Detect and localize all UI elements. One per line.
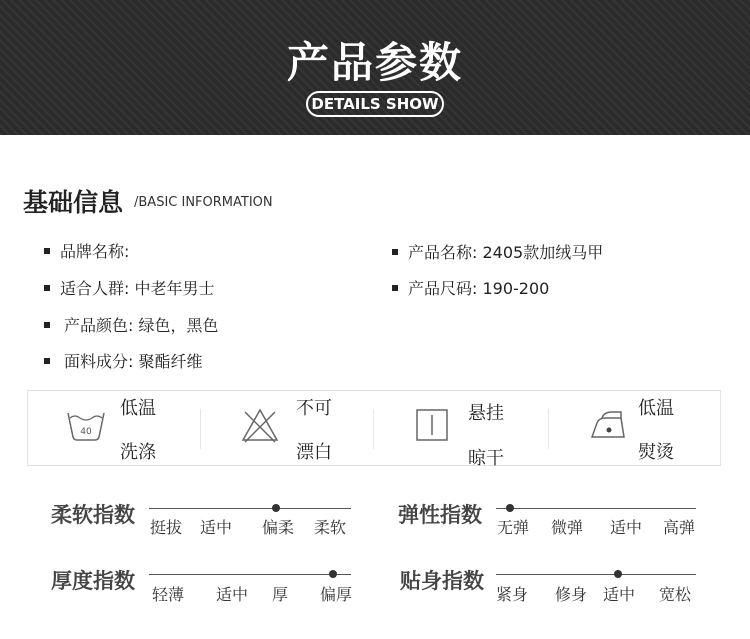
thickness-scale-line [149,574,351,575]
care-label-line1: 悬挂 [468,403,504,424]
scale-option: 柔软 [314,518,347,537]
divider [200,409,201,449]
softness-selected-marker [272,504,280,512]
section-title: 基础信息 [23,188,124,217]
fit-selected-marker [614,570,622,578]
scale-option: 适中 [216,585,249,604]
hang-dry-icon [414,407,450,443]
info-text: 产品尺码: 190-200 [408,279,550,298]
elasticity-index-label: 弹性指数 [398,503,482,527]
scale-option: 高弹 [663,518,696,537]
info-item-size [392,276,549,299]
header-banner [0,0,750,135]
care-label-line2: 洗涤 [120,442,156,463]
elasticity-selected-marker [506,504,514,512]
bullet-icon [44,285,50,291]
scale-option: 偏柔 [262,518,295,537]
softness-scale-line [149,508,351,509]
divider [373,409,374,449]
thickness-selected-marker [329,570,337,578]
bullet-icon [44,322,50,328]
scale-option: 挺拔 [150,518,183,537]
elasticity-scale-line [496,508,696,509]
scale-option: 轻薄 [152,585,185,604]
scale-option: 适中 [603,585,636,604]
bullet-icon [392,249,398,255]
no-bleach-icon [240,407,280,443]
scale-option: 适中 [200,518,233,537]
care-label-line1: 低温 [638,398,674,419]
scale-option: 修身 [555,585,588,604]
scale-option: 宽松 [659,585,692,604]
fit-scale-line [496,574,696,575]
bullet-icon [392,285,398,291]
care-label-line1: 不可 [296,398,332,419]
thickness-index-label: 厚度指数 [51,569,135,593]
info-item-brand [44,239,129,262]
care-instructions-panel [27,390,721,469]
fit-index-label: 贴身指数 [400,569,484,593]
info-text: 产品颜色: 绿色，黑色 [64,316,219,335]
scale-option: 适中 [610,518,643,537]
scale-option: 厚 [272,585,289,604]
info-text: 适合人群: 中老年男士 [60,279,215,298]
info-item-name [392,240,603,263]
info-item-fabric [44,349,202,372]
bullet-icon [44,358,50,364]
wash-40-icon [66,409,106,443]
info-text: 产品名称: 2405款加绒马甲 [408,243,604,262]
info-item-color [44,313,218,336]
info-text: 品牌名称: [60,242,130,261]
scale-option: 紧身 [496,585,529,604]
care-label-line2: 熨烫 [638,442,674,463]
banner-subtitle-badge: DETAILS SHOW [306,91,444,117]
divider [548,409,549,449]
info-text: 面料成分: 聚酯纤维 [64,352,203,371]
scale-option: 微弹 [551,518,584,537]
section-subtitle: /BASIC INFORMATION [134,195,273,210]
care-label-line2: 晾干 [468,448,504,469]
bullet-icon [44,248,50,254]
care-label-line2: 漂白 [296,442,332,463]
banner-title: 产品参数 [286,38,463,87]
scale-option: 偏厚 [320,585,353,604]
wash-temp-label: 40 [80,427,92,437]
scale-option: 无弹 [497,518,530,537]
info-item-crowd [44,276,214,299]
care-label-line1: 低温 [120,398,156,419]
softness-index-label: 柔软指数 [51,503,135,527]
low-iron-icon [588,409,628,441]
